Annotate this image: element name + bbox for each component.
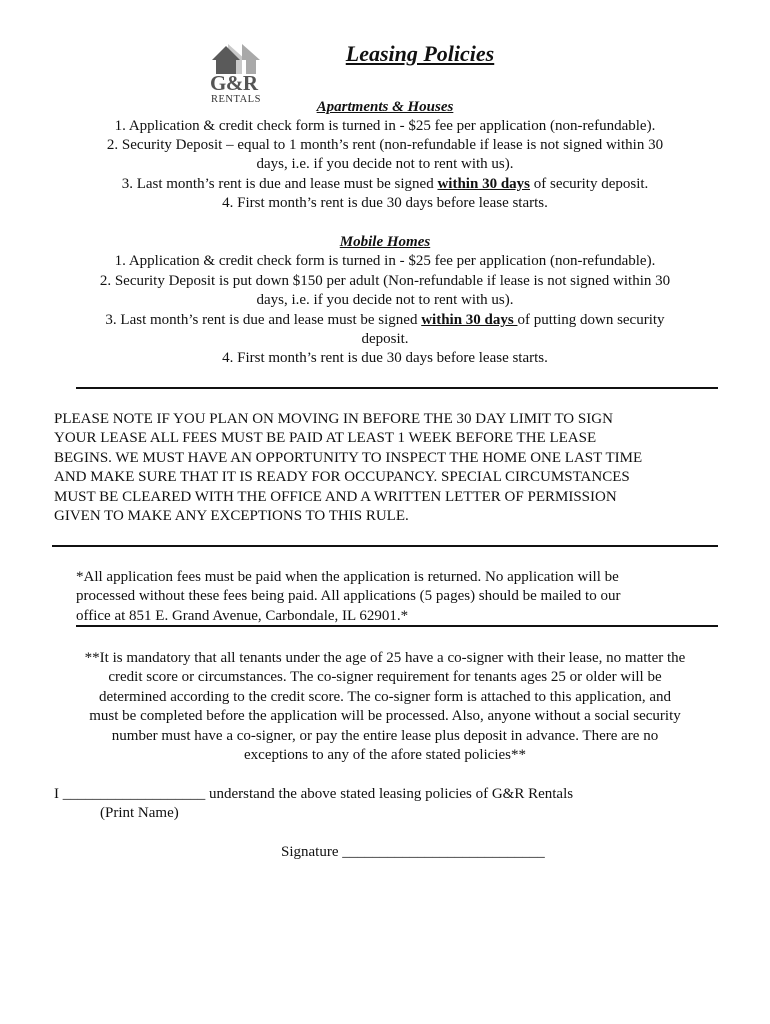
mobile-item-3-line-2: deposit. [361, 331, 409, 347]
notice-line-3: BEGINS. WE MUST HAVE AN OPPORTUNITY TO INSPECT THE HOME ONE LAST TIME [54, 449, 643, 466]
cosigner-line-6: exceptions to any of the afore stated policies** [244, 747, 526, 764]
mobile-homes-heading: Mobile Homes [339, 234, 431, 250]
mobile-item-4: 4. First month’s rent is due 30 days before lease starts. [222, 350, 548, 366]
divider-top [76, 387, 718, 389]
apartments-heading: Apartments & Houses [316, 99, 454, 115]
apartments-item-3 [0, 175, 770, 194]
cosigner-line-5: number must have a co-signer, or pay the entire lease plus deposit in advance. There are no [111, 727, 659, 744]
fees-note-line-1: *All application fees must be paid when the application is returned. No application will be [76, 569, 619, 585]
mobile-item-1: 1. Application & credit check form is turned in - $25 fee per application (non-refundable). [114, 253, 656, 269]
divider-middle [52, 545, 718, 547]
occupancy-notice [54, 410, 724, 526]
cosigner-line-1: **It is mandatory that all tenants under the age of 25 have a co-signer with their lease, no matter the [84, 650, 686, 666]
apartments-item-1: 1. Application & credit check form is turned in - $25 fee per application (non-refundable). [114, 118, 656, 134]
print-name-label: (Print Name) [100, 805, 179, 821]
apartments-item-2-line-1: 2. Security Deposit – equal to 1 month’s rent (non-refundable if lease is not signed within 30 [106, 137, 664, 153]
apartments-item-3-tail: of security deposit. [530, 176, 649, 192]
print-name-field[interactable]: I ___________________ understand the above stated leasing policies of G&R Rentals [54, 786, 574, 802]
notice-line-4: AND MAKE SURE THAT IT IS READY FOR OCCUPANCY. SPECIAL CIRCUMSTANCES [54, 469, 630, 486]
cosigner-line-4: must be completed before the application will be processed. Also, anyone without a social security [89, 708, 681, 725]
mobile-item-2-line-1: 2. Security Deposit is put down $150 per adult (Non-refundable if lease is not signed within 30 [99, 273, 671, 289]
cosigner-line-3: determined according to the credit score. The co-signer form is attached to this application, and [98, 688, 672, 705]
apartments-item-2-line-2: days, i.e. if you decide not to rent with us). [256, 156, 514, 172]
signature-field[interactable]: Signature ___________________________ [281, 844, 545, 860]
mobile-item-3-emphasis: within 30 days [421, 312, 518, 328]
apartments-item-3-emphasis: within 30 days [437, 176, 530, 192]
notice-line-2: YOUR LEASE ALL FEES MUST BE PAID AT LEAST 1 WEEK BEFORE THE LEASE [54, 430, 597, 447]
cosigner-note [0, 649, 770, 765]
apartments-item-3-text: 3. Last month’s rent is due and lease must be signed [121, 176, 438, 192]
mobile-item-2-line-2: days, i.e. if you decide not to rent with us). [256, 292, 514, 308]
apartments-item-4: 4. First month’s rent is due 30 days before lease starts. [222, 195, 548, 211]
mobile-item-3-text: 3. Last month’s rent is due and lease must be signed [105, 312, 422, 328]
logo-subtext: RENTALS [211, 94, 261, 105]
notice-line-5: MUST BE CLEARED WITH THE OFFICE AND A WRITTEN LETTER OF PERMISSION [54, 488, 617, 505]
fees-note [76, 568, 716, 626]
mobile-item-3 [0, 311, 770, 330]
mobile-item-3-tail: of putting down security [517, 312, 665, 328]
logo-brand: G&R [210, 71, 258, 95]
notice-line-6: GIVEN TO MAKE ANY EXCEPTIONS TO THIS RULE. [54, 508, 409, 525]
notice-line-1: PLEASE NOTE IF YOU PLAN ON MOVING IN BEFORE THE 30 DAY LIMIT TO SIGN [54, 411, 613, 427]
divider-bottom [76, 625, 718, 627]
page-title: Leasing Policies [345, 41, 495, 66]
fees-note-line-3: office at 851 E. Grand Avenue, Carbondale, IL 62901.* [76, 607, 409, 624]
cosigner-line-2: credit score or circumstances. The co-signer requirement for tenants ages 25 or older will be [108, 669, 662, 686]
fees-note-line-2: processed without these fees being paid. All applications (5 pages) should be mailed to our [76, 588, 621, 605]
